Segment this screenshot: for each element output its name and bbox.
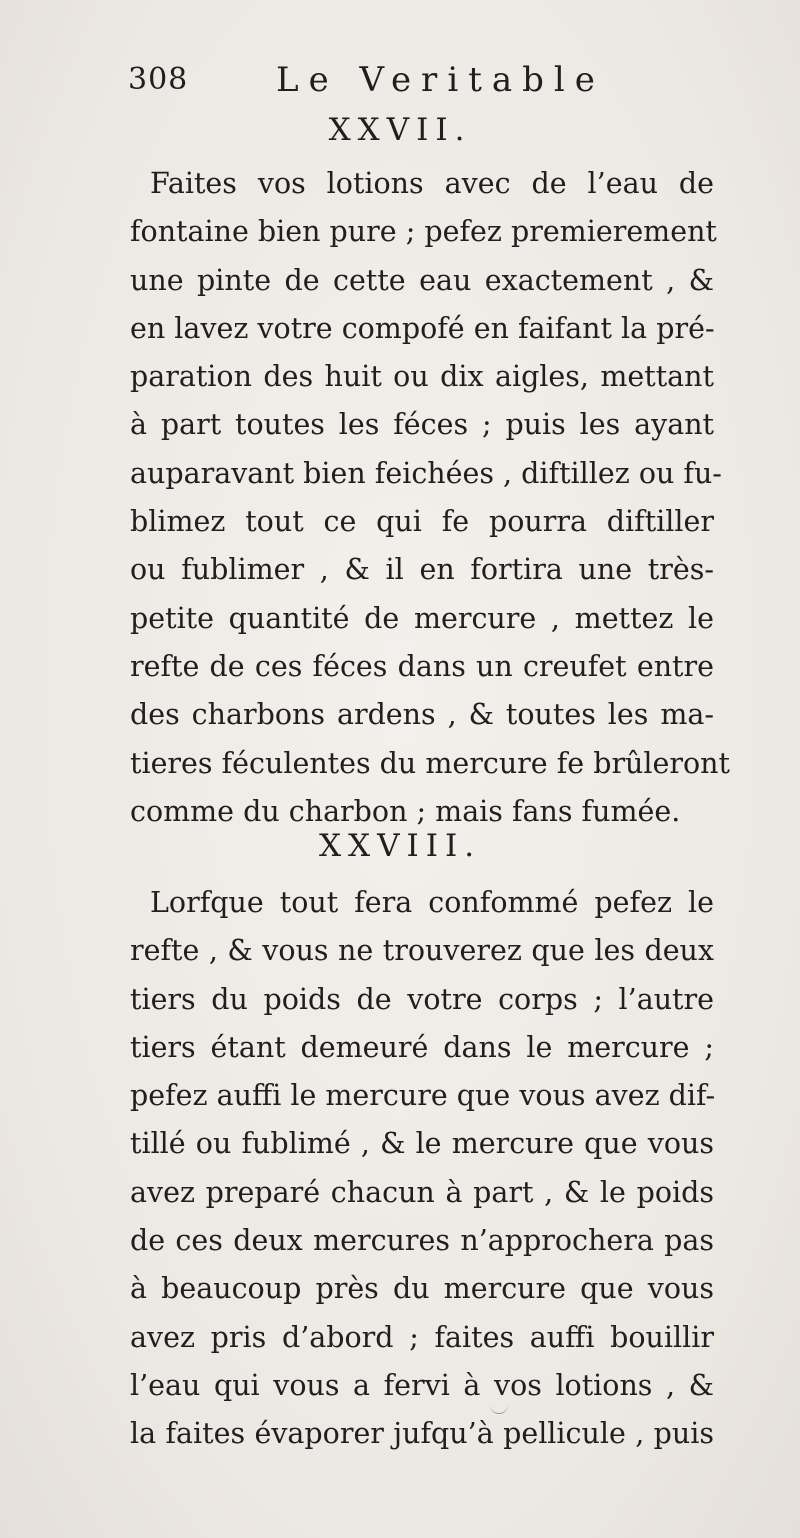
paragraph-xxviii: [130, 879, 714, 1459]
text-line: tieres féculentes du mercure fe brûleront: [130, 746, 730, 780]
text-line: Lorfque tout fera confommé pefez le: [150, 886, 714, 919]
text-line: tillé ou fublimé , & le mercure que vous: [130, 1127, 714, 1161]
text-line: pefez auffi le mercure que vous avez dif-: [130, 1079, 716, 1113]
section-heading-xxvii: XXVII.: [328, 112, 472, 148]
text-line: petite quantité de mercure , mettez le: [130, 601, 714, 635]
text-line: la faites évaporer jufqu’à pellicule , puis: [130, 1417, 714, 1451]
text-line: en lavez votre compofé en faifant la pré-: [130, 311, 715, 345]
page-number: 308: [128, 62, 189, 97]
running-title: Le Veritable: [276, 60, 605, 100]
text-line: avez pris d’abord ; faites auffi bouillir: [130, 1320, 714, 1354]
text-line: avez preparé chacun à part , & le poids: [130, 1175, 714, 1209]
text-line: refte de ces féces dans un creufet entre: [130, 649, 714, 683]
paragraph-xxvii: [130, 160, 730, 836]
running-head: [128, 60, 688, 110]
text-line: ou fublimer , & il en fortira une très-: [130, 553, 714, 587]
text-line: une pinte de cette eau exactement , &: [130, 263, 714, 297]
text-line: à part toutes les féces ; puis les ayant: [130, 408, 714, 442]
text-line: Faites vos lotions avec de l’eau de: [150, 167, 714, 200]
text-line: blimez tout ce qui fe pourra diftiller: [130, 505, 714, 539]
text-line: à beaucoup près du mercure que vous: [130, 1272, 714, 1306]
text-line: tiers étant demeuré dans le mercure ;: [130, 1030, 714, 1064]
section-heading-xxviii: XXVIII.: [318, 828, 482, 864]
text-line: tiers du poids de votre corps ; l’autre: [130, 982, 714, 1016]
text-line: fontaine bien pure ; pefez premierement: [130, 215, 717, 249]
text-line: auparavant bien feichées , diftillez ou fu-: [130, 456, 722, 490]
text-line: de ces deux mercures n’approchera pas: [130, 1224, 714, 1258]
text-line: refte , & vous ne trouverez que les deux: [130, 934, 714, 968]
text-line: des charbons ardens , & toutes les ma-: [130, 698, 714, 732]
text-line: comme du charbon ; mais fans fumée.: [130, 794, 681, 828]
text-line: paration des huit ou dix aigles, mettant: [130, 360, 714, 394]
text-line: l’eau qui vous a fervi à vos lotions , &: [130, 1368, 714, 1402]
